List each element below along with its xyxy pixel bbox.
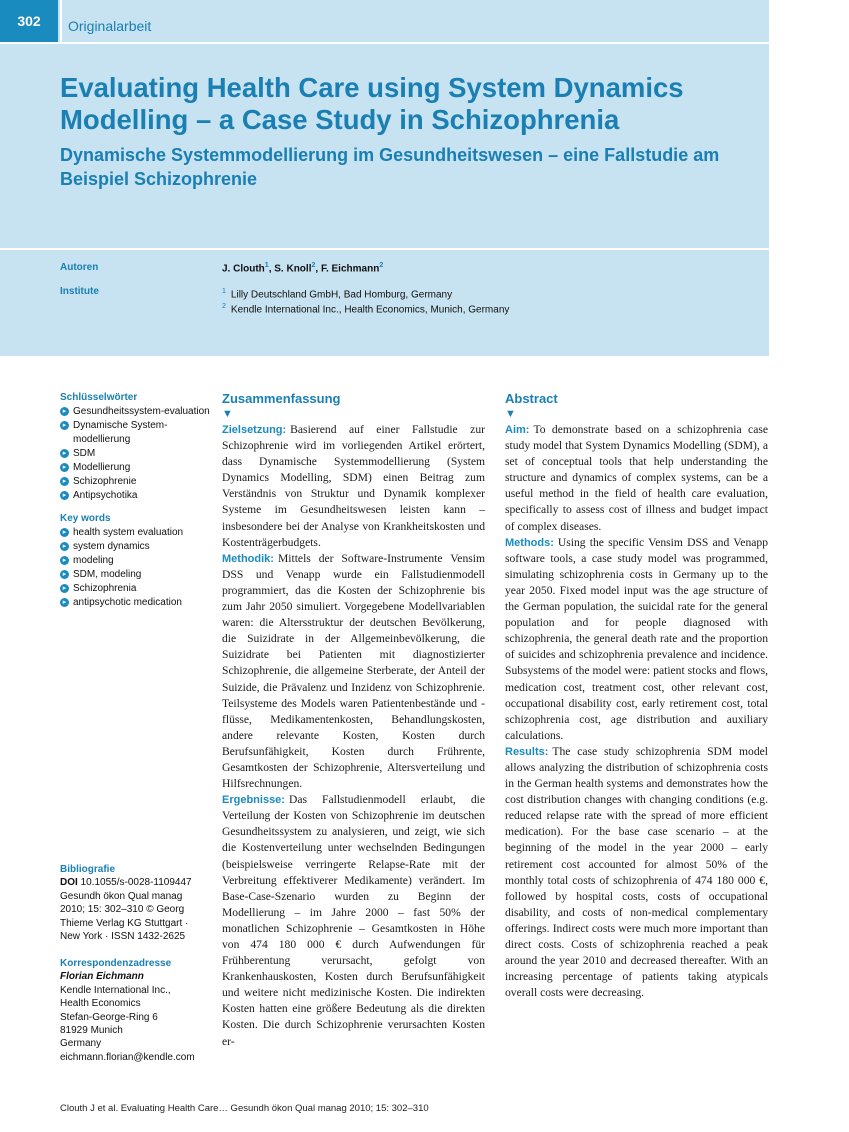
bullet-arrow-icon: ▸ (60, 598, 69, 607)
results-paragraph (505, 744, 768, 1002)
triangle-down-icon: ▼ (222, 408, 233, 420)
institutes-label: Institute (60, 286, 99, 297)
methods-label: Methods: (505, 536, 554, 549)
page-footer: Clouth J et al. Evaluating Health Care… Gesundh ökon Qual manag 2010; 15: 302–310 (60, 1103, 429, 1114)
ergebnisse-text: Das Fallstudienmodell erlaubt, die Verteilung der Kosten von Schizophrenie im deutschen Gesundheitssystem zu analysieren, und zeigt, wie sich die Kostenverteilung unter wechselnden Bedingungen (beispielsweise verringerte Relapse-Rate mit der Verbreitung effektiverer Medikamente) verändert. Im Base-Case-Szenario wurden zu Beginn der Modellierung – im Jahre 2000 – fast 50% der monatlichen Schizophrenie – Gesamtkosten in Höhe von 474 180 000 € durch Aufwendungen für Frühberentung verursacht, gefolgt von Krankenhauskosten, Kosten durch Berufsunfähigkeit und weitere nicht medizinische Kosten. Die indirekten Kosten hatten eine größere Bedeutung als die direkten Kosten. Die durch Schizophrenie verursachten Kosten er- (222, 793, 485, 1048)
results-label: Results: (505, 745, 549, 758)
bullet-arrow-icon: ▸ (60, 528, 69, 537)
institute-number: 2 (222, 303, 226, 311)
correspondence-name: Florian Eichmann (60, 971, 144, 983)
institute-item (222, 301, 509, 316)
bullet-arrow-icon: ▸ (60, 421, 69, 430)
zielsetzung-paragraph (222, 422, 485, 551)
bullet-arrow-icon: ▸ (60, 542, 69, 551)
keyword-item: ▸ antipsychotic medication (60, 596, 210, 610)
keyword-item: ▸ Gesundheitssystem-evaluation (60, 405, 210, 419)
keywords-en-list (60, 526, 210, 610)
author-affiliation: 1 (264, 262, 269, 269)
keywords-de-heading: Schlüsselwörter (60, 392, 138, 403)
aim-label: Aim: (505, 424, 530, 436)
doi-line (60, 876, 210, 889)
article-subtitle: Dynamische Systemmodellierung im Gesundheitswesen – eine Fallstudie am Beispiel Schizophrenie (60, 145, 720, 189)
address-line: Germany (60, 1038, 102, 1050)
keywords-en-heading: Key words (60, 513, 111, 524)
results-text: The case study schizophrenia SDM model allows analyzing the distribution of schizophrenia costs in the German health systems and demonstrates how the cost distribution changes with changing conditions (e.g. reduced relapse rate with the spread of more efficient medication). For the base case scenario – at the beginning of the model in the year 2000 – early retirement cost accounted for almost 50% of the monthly total costs of schizophrenia of 474 180 000 €, followed by hospital costs, costs of occupational disability, and costs of non-medical complementary offerings. Indirect costs were much more important than direct costs. Costs of schizophrenia reached a peak around the year 2010 and decreased thereafter. With an increasing percentage of patients taking atypicals overall costs were decreasing. (505, 744, 768, 1000)
article-title: Evaluating Health Care using System Dynamics Modelling – a Case Study in Schizophrenia (60, 72, 684, 135)
keyword-item: ▸ SDM (60, 447, 210, 461)
aim-text: To demonstrate based on a schizophrenia case study model that System Dynamics Modelling (SDM), a set of conceptual tools that help understanding the structure and dynamics of complex systems, can be a useful method in the field of health care evaluation, specifically to assess cost of illness and budget impact of complex diseases. (505, 423, 768, 533)
section-label: Originalarbeit (68, 18, 152, 34)
correspondence-block (60, 957, 210, 1064)
institute-list (222, 286, 509, 317)
keyword-item: ▸ modeling (60, 554, 210, 568)
keywords-column (60, 391, 210, 610)
keyword-item: ▸ Dynamische System-modellierung (60, 419, 210, 447)
author-name: J. Clouth (222, 263, 265, 275)
bullet-arrow-icon: ▸ (60, 463, 69, 472)
aim-paragraph (505, 422, 768, 535)
keyword-item: ▸ Schizophrenie (60, 475, 210, 489)
address-line: 81929 Munich (60, 1025, 123, 1037)
institute-text: Lilly Deutschland GmbH, Bad Homburg, Germany (230, 289, 453, 301)
keyword-item: ▸ Schizophrenia (60, 582, 210, 596)
bibliography-block (60, 863, 210, 943)
triangle-down-icon: ▼ (505, 408, 516, 420)
methods-paragraph (505, 535, 768, 744)
abstract-heading: Abstract (505, 391, 558, 406)
keyword-item: ▸ Antipsychotika (60, 489, 210, 503)
bibliography-text: Gesundh ökon Qual manag 2010; 15: 302–310 © Georg Thieme Verlag KG Stuttgart · New York · ISSN 1432-2625 (60, 890, 189, 943)
doi-link[interactable]: 10.1055/s-0028-1109447 (80, 877, 192, 889)
methodik-paragraph (222, 551, 485, 792)
author-affiliation: 2 (379, 262, 384, 269)
email-link[interactable]: eichmann.florian@kendle.com (60, 1051, 195, 1063)
institute-item (222, 286, 509, 301)
bullet-arrow-icon: ▸ (60, 477, 69, 486)
author-affiliation: 2 (311, 262, 316, 269)
ergebnisse-label: Ergebnisse: (222, 794, 285, 807)
institute-text: Kendle International Inc., Health Economics, Munich, Germany (230, 304, 510, 316)
authors-label: Autoren (60, 262, 99, 273)
author-name: S. Knoll (274, 263, 312, 275)
zielsetzung-text: Basierend auf einer Fallstudie zur Schizophrenie wird im vorliegenden Artikel erörtert, dass Dynamische Systemmodellierung (System Dynamics Modelling, SDM) einen Beitrag zum Verständnis von Struktur und Dynamik komplexer Systeme im Gesundheitswesen leisten kann – insbesondere bei der Analyse von Krankheitskosten und Kostenträgerbudgets. (222, 423, 485, 549)
keyword-item: ▸ SDM, modeling (60, 568, 210, 582)
header-divider (60, 0, 62, 42)
bullet-arrow-icon: ▸ (60, 491, 69, 500)
author-list: J. Clouth$^1$, S. Knoll$^2$, F. Eichmann$^2$ (222, 262, 384, 275)
address-line: Health Economics (60, 998, 141, 1010)
keyword-item: ▸ system dynamics (60, 540, 210, 554)
bibliography-heading: Bibliografie (60, 864, 116, 875)
ergebnisse-paragraph (222, 792, 485, 1050)
address-line: Stefan-George-Ring 6 (60, 1011, 158, 1023)
correspondence-heading: Korrespondenzadresse (60, 958, 172, 969)
zusammenfassung-column (222, 391, 485, 1050)
methodik-label: Methodik: (222, 552, 274, 565)
methodik-text: Mittels der Software-Instrumente Vensim DSS und Venapp wurde ein Fallstudienmodell programmiert, das die Kosten der Schizophrenie bis zum Jahr 2050 simuliert. Vorgegebene Modellvariablen waren: die Altersstruktur der deutschen Bevölkerung, die Suizidrate in der Allgemeinbevölkerung, die Suizidrate bei Patienten mit diagnostizierter Schizophrenie, die allgemeine Sterberate, der Anteil der Suizide, die Prävalenz und Inzidenz von Schizophrenie. Teilsysteme des Models waren Patientenbestände und -flüsse, Medikamentenkosten, Behandlungskosten, andere relevante Kosten, Kosten durch Berufsunfähigkeit, Kosten durch Frührente, Gesamtkosten der Schizophrenie, Altersverteilung und Hilfsrechnungen. (222, 551, 485, 791)
zusammenfassung-heading: Zusammenfassung (222, 391, 341, 406)
address-line: Kendle International Inc., (60, 984, 171, 996)
bullet-arrow-icon: ▸ (60, 570, 69, 579)
author-name: F. Eichmann (320, 263, 380, 275)
bullet-arrow-icon: ▸ (60, 556, 69, 565)
institute-number: 1 (222, 288, 226, 295)
keyword-item: ▸ Modellierung (60, 461, 210, 475)
bullet-arrow-icon: ▸ (60, 449, 69, 458)
keyword-item: ▸ health system evaluation (60, 526, 210, 540)
doi-label: DOI (60, 877, 78, 889)
bullet-arrow-icon: ▸ (60, 407, 69, 416)
abstract-column (505, 391, 768, 1001)
zielsetzung-label: Zielsetzung: (222, 424, 287, 436)
page-number: 302 (0, 0, 58, 42)
methods-text: Using the specific Vensim DSS and Venapp software tools, a case study model was programmed, simulating schizophrenia costs in Germany up to the year 2050. Fixed model input was the age structure of the German population, the suicidal rate for the general population and for people diagnosed with schizophrenia, the general death rate and the proportion of suicides and schizophrenia prevalence and incidence. Subsystems of the model were: patient stocks and flows, medication cost, treatment cost, other relevant cost, occupational disability cost, early retirement cost, total schizophrenia cost, age distribution and auxiliary calculations. (505, 535, 768, 742)
keywords-de-list (60, 405, 210, 503)
bullet-arrow-icon: ▸ (60, 584, 69, 593)
